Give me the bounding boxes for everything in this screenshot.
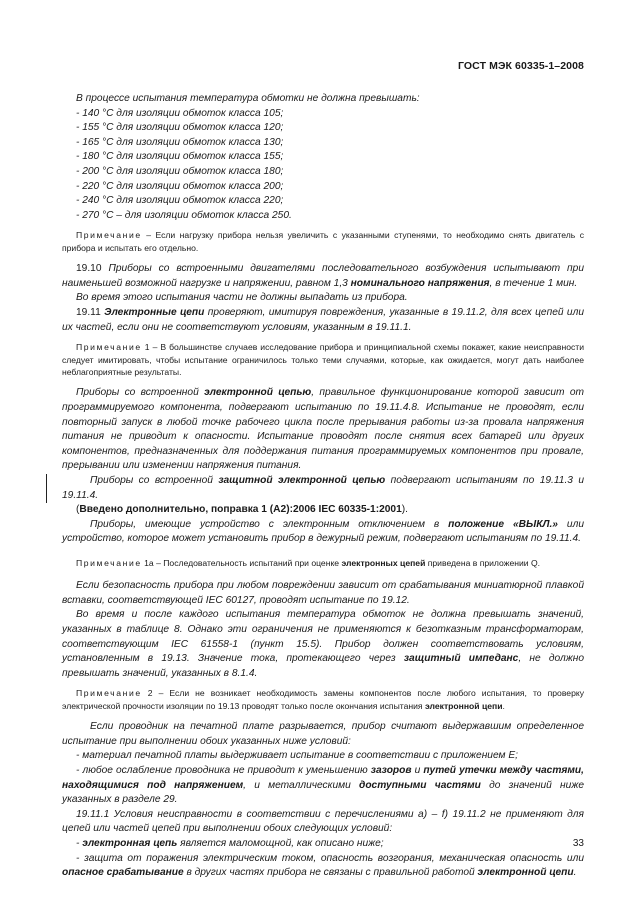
term: защитной электронной цепью [218,474,386,486]
note-text: – Если нагрузку прибора нельзя увеличить с указанными ступенями, то необходимо снять двигатель с прибора и испытать его отдельно. [62,230,584,253]
term: положение «ВЫКЛ.» [448,518,558,530]
term: электронная цепь [82,838,178,849]
term: Электронные цепи [104,306,205,318]
document-header: ГОСТ МЭК 60335-1–2008 [457,60,584,72]
pcb-paragraph: Если проводник на печатной плате разрывается, прибор считают выдержавшим определенное испытание при выполнении обоих указанных ниже условий: [62,721,584,747]
term: опасное срабатывание [62,867,184,879]
pcb-condition-1: - материал печатной платы выдерживает испытание в соответствии с приложением Е; [76,750,518,762]
intro-text: В процессе испытания температура обмотки не должна превышать: [76,93,420,104]
term: путей утечки между частями, находящимися под напряжением [62,765,584,791]
section-number: 19.11 [76,306,101,318]
temperature-paragraph: Во время и после каждого испытания температура обмоток не должна превышать значений, указанных в таблице 8. Однако эти ограничения не применяются к безотказным трансформаторам, соответствующим IEC 61558-1 (пункт 15.5). Прибор должен соответствовать условиям, установленным в 19.13. Значение тока, протекающего через защитный импеданс, не должно превышать значений, указанных в 8.1.4. [62,609,584,679]
term: зазоров [370,765,412,777]
limit-item: - 180 °С для изоляции обмоток класса 155; [76,151,284,163]
protective-circuit-paragraph: Приборы со встроенной защитной электронной цепью подвергают испытаниям по 19.11.3 и 19.11.4. [46,474,584,503]
note-1a: Примечание 1а – Последовательность испытаний при оценке электронных цепей приведена в приложении Q. [76,557,541,568]
pcb-condition-2: - любое ослабление проводника не приводит к уменьшению зазоров и путей утечки между частями, находящимися под напряжением, и металлическими доступными частями до значений ниже указанных в разделе 29. [62,765,585,806]
limit-item: - 155 °С для изоляции обмоток класса 120; [76,122,284,134]
off-position-paragraph: Приборы, имеющие устройство с электронным отключением в положение «ВЫКЛ.» или устройство, которое может установить прибор в дежурный режим, подвергают испытаниям по 19.11.4. [62,518,584,545]
amendment-note: (Введено дополнительно, поправка 1 (А2):2006 IEC 60335-1:2001). [76,504,408,516]
limit-item: - 220 °С для изоляции обмоток класса 200; [76,180,284,192]
programmable-component-paragraph: Приборы со встроенной электронной цепью, правильное функционирование которой зависит от программируемого компонента, подвергают испытанию по 19.11.4.8. Испытание не проводят, если повторный запуск в любой точке рабочего цикла после прерывания работы из-за провала напряжения питания не приводит к опасности. Испытание проводят после снятия всех батарей или других компонентов, предназначенных для поддержания питания программируемых компонентов при провале, прерывании или изменении напряжения питания. [62,387,584,472]
term: электронной цепью [204,387,312,399]
term: доступными частями [359,779,481,791]
section-number: 19.10 [76,263,102,275]
term: электронной цепи [477,867,574,879]
page-body [62,92,584,881]
section-19-10-line2: Во время этого испытания части не должны выпадать из прибора. [76,292,408,304]
section-19-11: 19.11 Электронные цепи проверяют, имитируя повреждения, указанные в 19.11.2, для всех цепей или их частей, если они не соответствуют условиям, указанным в 19.11.1. [62,306,584,333]
section-19-10: 19.10 Приборы со встроенными двигателями последовательного возбуждения испытывают при наименьшей возможной нагрузке и напряжении, равном 1,3 номинального напряжения, в течение 1 мин. [62,263,584,289]
limit-item: - 270 °С – для изоляции обмоток класса 250. [76,209,292,221]
temperature-limits-list [62,107,584,224]
limit-item: - 240 °С для изоляции обмоток класса 220; [76,195,284,207]
limit-item: - 140 °С для изоляции обмоток класса 105; [76,107,284,119]
term: защитный импеданс [403,653,519,665]
limit-item: - 165 °С для изоляции обмоток класса 130; [76,136,284,148]
section-19-11-1: 19.11.1 Условия неисправности в соответствии с перечислениями а) – f) 19.11.2 не применяют для цепей или частей цепей при выполнении обоих следующих условий: [62,808,584,835]
condition-item-2: - защита от поражения электрическим током, опасность возгорания, механическая опасность или опасное срабатывание в других частях прибора не связаны с правильной работой электронной цепи. [62,852,584,879]
fuse-paragraph: Если безопасность прибора при любом повреждении зависит от срабатывания миниатюрной плавкой вставки, соответствующей IEC 60127, проводят испытание по 19.12. [62,580,584,606]
note-1: Примечание 1 – В большинстве случаев исследование прибора и принципиальной схемы покажет, какие неисправности следует имитировать, чтобы испытание ограничилось только теми случаями, которые, как ожидается, могут дать наиболее неблагоприятные результаты. [62,342,585,377]
page-number: 33 [572,838,584,849]
condition-item-1: - электронная цепь является маломощной, как описано ниже; [76,838,384,849]
term: номинального напряжения [350,277,490,289]
note-label: Примечание [76,230,142,241]
limit-item: - 200 °С для изоляции обмоток класса 180; [76,165,284,177]
note-2: Примечание 2 – Если не возникает необходимость замены компонентов после любого испытания, то проверку электрической прочности изоляции по 19.13 проводят только после окончания испытания электронной цепи. [62,688,584,711]
note-a [62,229,584,254]
